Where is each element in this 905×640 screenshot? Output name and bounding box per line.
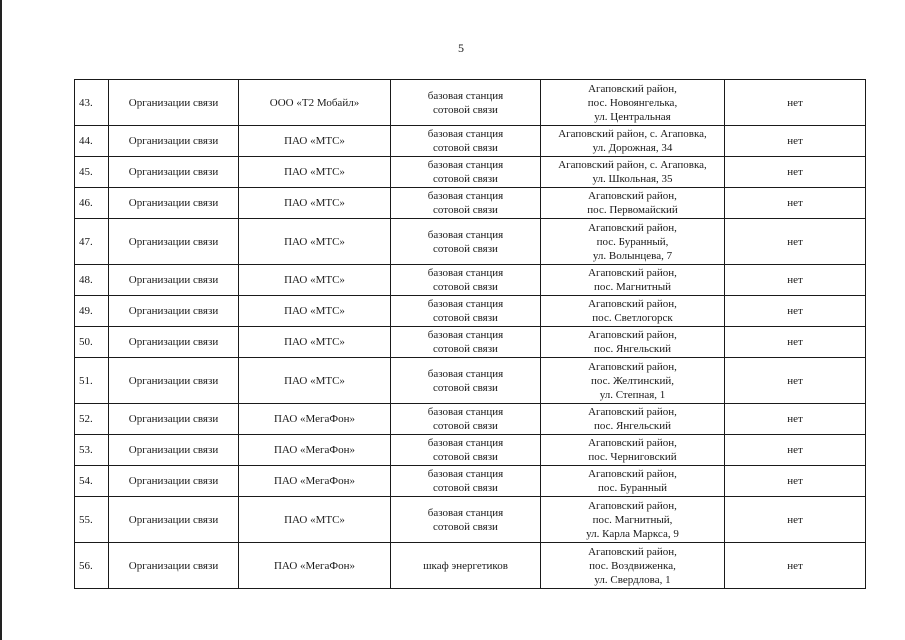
cell-note-text: нет [787,135,803,147]
cell-number-text: 49. [79,305,93,317]
table-row [75,126,866,157]
objects-table [74,79,866,589]
cell-operator-text: ПАО «МТС» [284,135,345,147]
table-row [75,296,866,327]
cell-category [109,219,239,265]
cell-operator [239,219,391,265]
cell-category-text: Организации связи [128,197,219,209]
cell-object-text: базовая станция сотовой связи [427,89,504,116]
table-row [75,157,866,188]
cell-category [109,80,239,126]
cell-operator [239,80,391,126]
cell-operator [239,188,391,219]
cell-operator [239,265,391,296]
cell-number [75,404,109,435]
cell-object [391,358,541,404]
cell-operator [239,126,391,157]
table-row [75,358,866,404]
cell-category [109,435,239,466]
cell-note-text: нет [787,197,803,209]
cell-note-text: нет [787,559,803,572]
cell-number-text: 50. [79,336,93,348]
cell-number [75,219,109,265]
cell-address [541,157,725,188]
cell-note-text: нет [787,305,803,317]
cell-category [109,497,239,543]
cell-object [391,466,541,497]
cell-note-text: нет [787,444,803,456]
cell-number [75,543,109,589]
cell-number-text: 45. [79,166,93,178]
cell-number [75,296,109,327]
cell-address [541,265,725,296]
cell-number [75,327,109,358]
cell-object-text: базовая станция сотовой связи [427,468,504,494]
cell-number-text: 54. [79,475,93,487]
cell-address-text: Агаповский район, пос. Черниговский [588,437,677,463]
cell-object-text: базовая станция сотовой связи [427,437,504,463]
cell-category-text: Организации связи [128,444,219,456]
cell-note [725,497,866,543]
cell-number-text: 51. [79,374,93,387]
cell-address-text: Агаповский район, пос. Магнитный [588,267,677,293]
table-row [75,466,866,497]
cell-note-text: нет [787,513,803,526]
cell-address [541,358,725,404]
cell-number-text: 44. [79,135,93,147]
cell-number-text: 55. [79,513,93,526]
cell-category [109,327,239,358]
cell-number-text: 48. [79,274,93,286]
cell-number-text: 43. [79,96,93,109]
cell-address-text: Агаповский район, пос. Янгельский [588,329,677,355]
cell-number [75,497,109,543]
cell-object [391,188,541,219]
cell-note-text: нет [787,475,803,487]
cell-address [541,296,725,327]
cell-note [725,543,866,589]
cell-operator [239,296,391,327]
cell-object [391,404,541,435]
cell-object [391,543,541,589]
cell-address-text: Агаповский район, пос. Воздвиженка, ул. Свердлова, 1 [588,545,677,586]
cell-category [109,404,239,435]
cell-number [75,157,109,188]
cell-note-text: нет [787,274,803,286]
cell-operator [239,157,391,188]
cell-category-text: Организации связи [128,135,219,147]
cell-number [75,80,109,126]
cell-address-text: Агаповский район, пос. Янгельский [588,406,677,432]
cell-number-text: 53. [79,444,93,456]
cell-category-text: Организации связи [128,166,219,178]
cell-operator [239,497,391,543]
cell-note [725,157,866,188]
cell-note [725,404,866,435]
cell-category-text: Организации связи [128,336,219,348]
table-row [75,404,866,435]
table-row [75,188,866,219]
cell-address [541,188,725,219]
table-row [75,80,866,126]
table-body [75,80,866,589]
cell-object [391,327,541,358]
cell-operator-text: ПАО «МТС» [284,336,345,348]
cell-category [109,126,239,157]
cell-category [109,543,239,589]
cell-note-text: нет [787,235,803,248]
cell-object [391,126,541,157]
page-number: 5 [458,41,464,55]
cell-number-text: 56. [79,559,93,572]
cell-address-text: Агаповский район, с. Агаповка, ул. Дорожная, 34 [558,128,707,154]
cell-object [391,265,541,296]
cell-operator [239,404,391,435]
cell-address-text: Агаповский район, пос. Желтинский, ул. Степная, 1 [588,360,677,401]
cell-category [109,265,239,296]
cell-address [541,435,725,466]
cell-operator-text: ПАО «МегаФон» [273,559,356,572]
cell-address [541,126,725,157]
cell-object-text: базовая станция сотовой связи [427,367,504,394]
table-row [75,435,866,466]
cell-address-text: Агаповский район, пос. Новоянгелька, ул. Центральная [587,82,678,123]
cell-object-text: базовая станция сотовой связи [427,190,504,216]
cell-number [75,265,109,296]
cell-category-text: Организации связи [128,475,219,487]
cell-object [391,435,541,466]
cell-object-text: базовая станция сотовой связи [427,267,504,293]
cell-number-text: 47. [79,235,93,248]
cell-category [109,188,239,219]
cell-category-text: Организации связи [128,413,219,425]
cell-address-text: Агаповский район, пос. Буранный, ул. Волынцева, 7 [588,221,677,262]
cell-note [725,188,866,219]
page-left-edge [0,0,2,640]
cell-operator-text: ПАО «МТС» [284,274,345,286]
table-row [75,265,866,296]
cell-note-text: нет [787,166,803,178]
cell-category-text: Организации связи [128,235,219,248]
cell-operator [239,543,391,589]
cell-address [541,80,725,126]
cell-note [725,126,866,157]
cell-operator-text: ПАО «МТС» [284,197,345,209]
cell-number [75,126,109,157]
cell-address [541,466,725,497]
cell-category-text: Организации связи [128,559,219,572]
cell-number [75,358,109,404]
cell-object [391,219,541,265]
cell-number [75,466,109,497]
cell-operator-text: ПАО «МегаФон» [273,475,356,487]
cell-operator-text: ООО «Т2 Мобайл» [269,96,360,109]
cell-category [109,157,239,188]
cell-object [391,80,541,126]
cell-operator-text: ПАО «МегаФон» [273,413,356,425]
cell-number-text: 46. [79,197,93,209]
cell-object-text: базовая станция сотовой связи [427,128,504,154]
cell-category-text: Организации связи [128,374,219,387]
cell-address-text: Агаповский район, пос. Первомайский [587,190,678,216]
cell-category-text: Организации связи [128,305,219,317]
cell-note-text: нет [787,374,803,387]
cell-category-text: Организации связи [128,513,219,526]
cell-object-text: базовая станция сотовой связи [427,506,504,533]
cell-address-text: Агаповский район, пос. Светлогорск [588,298,677,324]
cell-address-text: Агаповский район, пос. Буранный [588,468,677,494]
cell-address [541,497,725,543]
cell-category [109,466,239,497]
cell-note-text: нет [787,336,803,348]
cell-operator-text: ПАО «МТС» [284,305,345,317]
cell-object [391,497,541,543]
cell-operator-text: ПАО «МегаФон» [273,444,356,456]
cell-operator [239,327,391,358]
cell-operator [239,358,391,404]
cell-category [109,296,239,327]
cell-object [391,296,541,327]
cell-note [725,358,866,404]
cell-operator [239,435,391,466]
cell-object-text: шкаф энергетиков [423,559,508,572]
table-row [75,219,866,265]
cell-number-text: 52. [79,413,93,425]
cell-object-text: базовая станция сотовой связи [427,329,504,355]
cell-address [541,219,725,265]
cell-note-text: нет [787,413,803,425]
cell-address [541,543,725,589]
cell-note [725,219,866,265]
table-row [75,543,866,589]
cell-note [725,265,866,296]
table-row [75,327,866,358]
cell-note [725,327,866,358]
cell-object-text: базовая станция сотовой связи [427,159,504,185]
cell-address [541,327,725,358]
cell-object-text: базовая станция сотовой связи [427,298,504,324]
cell-operator-text: ПАО «МТС» [284,374,345,387]
cell-number [75,188,109,219]
cell-number [75,435,109,466]
cell-address-text: Агаповский район, пос. Магнитный, ул. Карла Маркса, 9 [586,499,679,540]
table-row [75,497,866,543]
cell-note [725,80,866,126]
cell-note [725,466,866,497]
cell-note [725,296,866,327]
cell-category [109,358,239,404]
cell-category-text: Организации связи [128,274,219,286]
cell-object-text: базовая станция сотовой связи [427,228,504,255]
cell-object [391,157,541,188]
cell-operator [239,466,391,497]
cell-address-text: Агаповский район, с. Агаповка, ул. Школьная, 35 [558,159,707,185]
cell-note [725,435,866,466]
cell-category-text: Организации связи [128,96,219,109]
cell-operator-text: ПАО «МТС» [284,235,345,248]
cell-address [541,404,725,435]
cell-operator-text: ПАО «МТС» [284,513,345,526]
cell-note-text: нет [787,96,803,109]
cell-object-text: базовая станция сотовой связи [427,406,504,432]
cell-operator-text: ПАО «МТС» [284,166,345,178]
